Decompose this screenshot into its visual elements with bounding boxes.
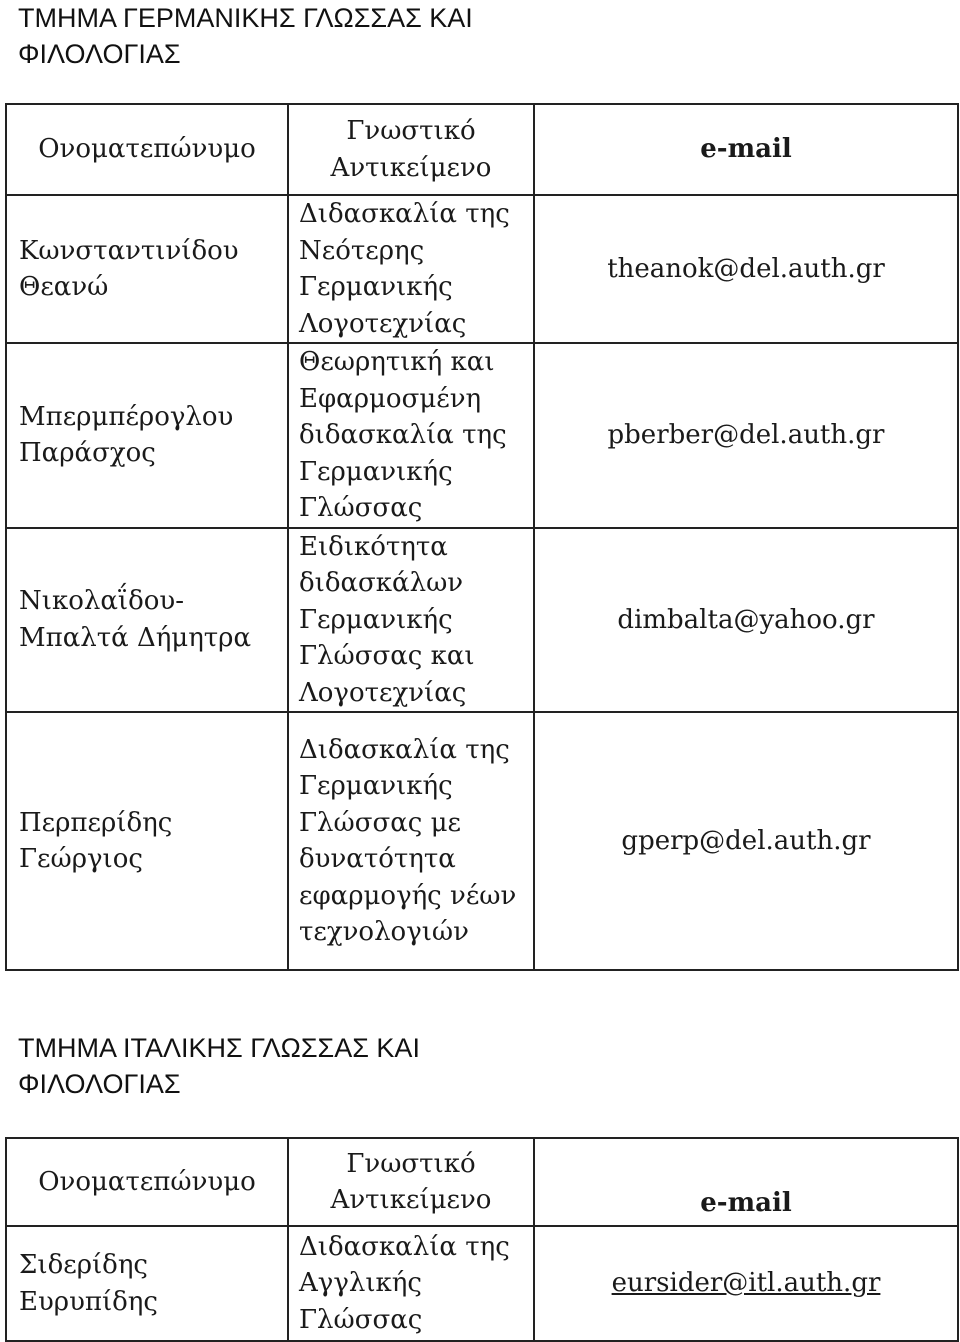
section-title-italian: ΤΜΗΜΑ ΙΤΑΛΙΚΗΣ ΓΛΩΣΣΑΣ ΚΑΙ ΦΙΛΟΛΟΓΙΑΣ bbox=[18, 1033, 420, 1099]
name-cell: Μπερμπέρογλου Παράσχος bbox=[6, 343, 288, 528]
staff-table-italian bbox=[5, 1137, 959, 1342]
email-cell: gperp@del.auth.gr bbox=[534, 712, 958, 970]
table-row bbox=[6, 1226, 958, 1341]
name-cell: Σιδερίδης Ευρυπίδης bbox=[6, 1226, 288, 1341]
subject-cell: Ειδικότητα διδασκάλων Γερμανικής Γλώσσας και Λογοτεχνίας bbox=[288, 528, 534, 713]
subject-cell: Διδασκαλία της Αγγλικής Γλώσσας bbox=[288, 1226, 534, 1341]
column-header-name: Ονοματεπώνυμο bbox=[6, 104, 288, 195]
name-cell: Κωνσταντινίδου Θεανώ bbox=[6, 195, 288, 343]
section-title-german: ΤΜΗΜΑ ΓΕΡΜΑΝΙΚΗΣ ΓΛΩΣΣΑΣ ΚΑΙ ΦΙΛΟΛΟΓΙΑΣ bbox=[18, 3, 473, 69]
table-row bbox=[6, 343, 958, 528]
table-row bbox=[6, 528, 958, 713]
table-row bbox=[6, 195, 958, 343]
column-header-subject: Γνωστικό Αντικείμενο bbox=[288, 1138, 534, 1226]
email-cell: dimbalta@yahoo.gr bbox=[534, 528, 958, 713]
column-header-subject: Γνωστικό Αντικείμενο bbox=[288, 104, 534, 195]
subject-cell: Διδασκαλία της Γερμανικής Γλώσσας με δυνατότητα εφαρμογής νέων τεχνολογιών bbox=[288, 712, 534, 970]
table-header-row bbox=[6, 104, 958, 195]
staff-table-german bbox=[5, 103, 959, 971]
column-header-name: Ονοματεπώνυμο bbox=[6, 1138, 288, 1226]
name-cell: Νικολαΐδου-Μπαλτά Δήμητρα bbox=[6, 528, 288, 713]
email-link[interactable]: eursider@itl.auth.gr bbox=[534, 1226, 958, 1341]
column-header-email: e-mail bbox=[534, 1138, 958, 1226]
email-cell: pberber@del.auth.gr bbox=[534, 343, 958, 528]
table-header-row bbox=[6, 1138, 958, 1226]
name-cell: Περπερίδης Γεώργιος bbox=[6, 712, 288, 970]
subject-cell: Διδασκαλία της Νεότερης Γερμανικής Λογοτεχνίας bbox=[288, 195, 534, 343]
column-header-email: e-mail bbox=[534, 104, 958, 195]
table-row bbox=[6, 712, 958, 970]
subject-cell: Θεωρητική και Εφαρμοσμένη διδασκαλία της Γερμανικής Γλώσσας bbox=[288, 343, 534, 528]
email-cell: theanok@del.auth.gr bbox=[534, 195, 958, 343]
